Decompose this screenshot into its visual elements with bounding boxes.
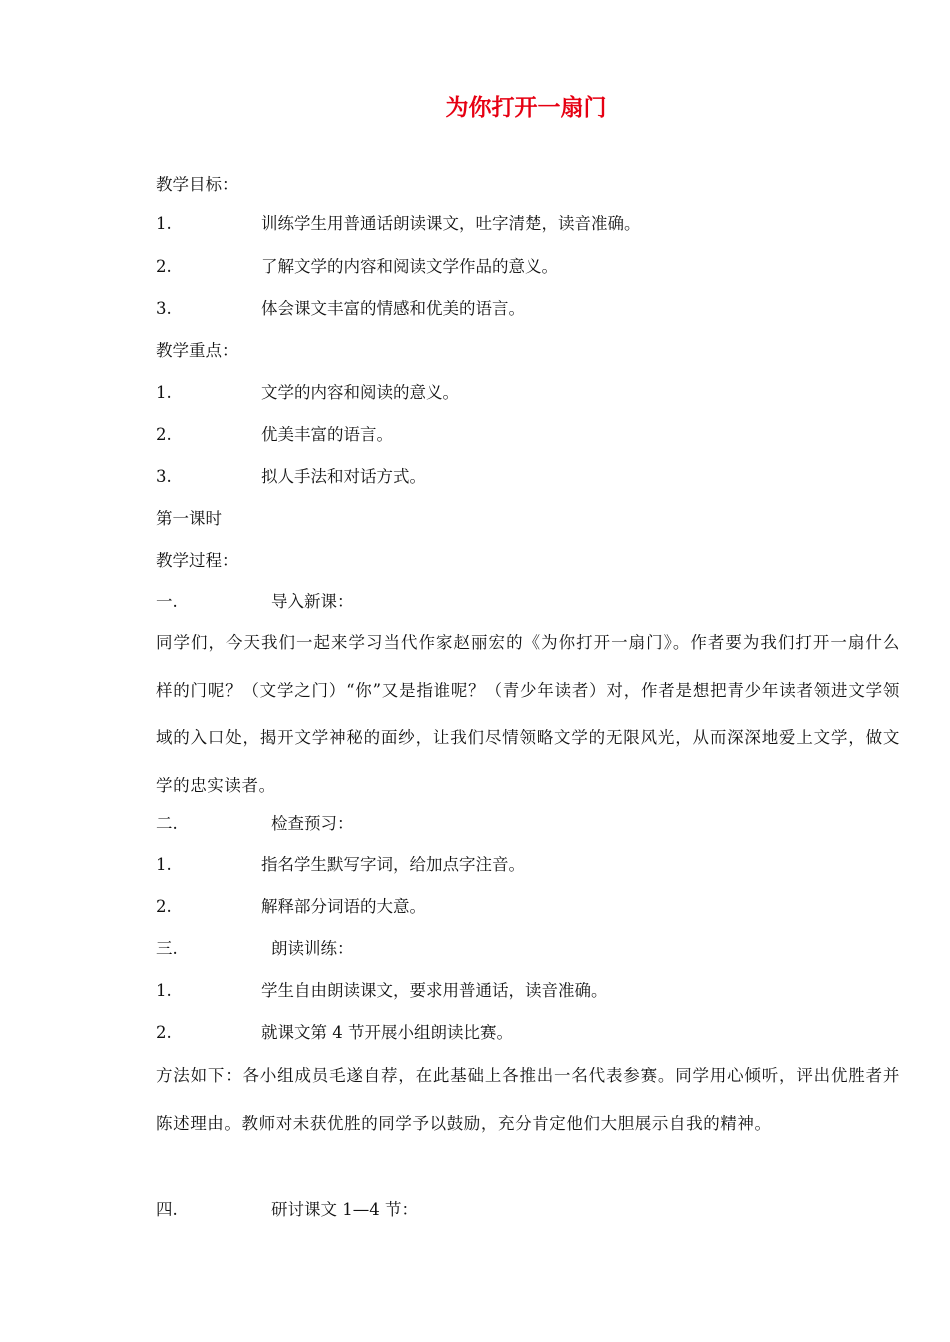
item-text: 文学的内容和阅读的意义。 [261,383,459,402]
section-number: 四. [156,1200,178,1219]
objective-item [156,297,525,321]
section-heading [156,812,354,836]
objectives-heading: 教学目标： [156,175,239,194]
item-number: 1. [156,383,172,402]
list-item [156,853,525,877]
item-number: 2. [156,425,172,444]
item-number: 2. [156,1023,172,1042]
item-text: 就课文第 4 节开展小组朗读比赛。 [261,1023,513,1042]
section-number: 三. [156,939,178,958]
section-heading [156,937,354,961]
list-item [156,979,608,1003]
item-text: 拟人手法和对话方式。 [261,467,426,486]
document-title: 为你打开一扇门 [445,95,607,121]
lesson-label: 第一课时 [156,509,222,528]
section-paragraph: 同学们，今天我们一起来学习当代作家赵丽宏的《为你打开一扇门》。作者要为我们打开一扇什么样的门呢？（文学之门）“你”又是指谁呢？（青少年读者）对，作者是想把青少年读者领进文学领域的入口处，揭开文学神秘的面纱，让我们尽情领略文学的无限风光，从而深深地爱上文学，做文学的忠实读者。 [156,633,900,796]
keypoint-item [156,465,426,489]
list-item [156,1021,513,1045]
item-text: 体会课文丰富的情感和优美的语言。 [261,299,525,318]
item-text: 优美丰富的语言。 [261,425,393,444]
item-text: 学生自由朗读课文，要求用普通话，读音准确。 [261,981,608,1000]
keypoints-heading: 教学重点： [156,341,239,360]
section-title: 研讨课文 1—4 节： [271,1200,418,1219]
item-text: 解释部分词语的大意。 [261,897,426,916]
item-text: 了解文学的内容和阅读文学作品的意义。 [261,257,558,276]
keypoint-item [156,381,459,405]
section-paragraph: 方法如下：各小组成员毛遂自荐，在此基础上各推出一名代表参赛。同学用心倾听，评出优胜者并陈述理由。教师对未获优胜的同学予以鼓励，充分肯定他们大胆展示自我的精神。 [156,1066,900,1133]
section-number: 二. [156,814,178,833]
item-text: 训练学生用普通话朗读课文，吐字清楚，读音准确。 [261,214,641,233]
section-title: 检查预习： [271,814,354,833]
section-title: 导入新课： [271,592,354,611]
document-title-row [0,92,950,124]
list-item [156,895,426,919]
item-text: 指名学生默写字词，给加点字注音。 [261,855,525,874]
item-number: 2. [156,257,172,276]
keypoint-item [156,423,393,447]
item-number: 3. [156,299,172,318]
section-heading [156,1198,418,1222]
item-number: 1. [156,981,172,1000]
item-number: 2. [156,897,172,916]
objective-item [156,255,558,279]
item-number: 1. [156,855,172,874]
process-heading: 教学过程： [156,551,239,570]
item-number: 3. [156,467,172,486]
section-number: 一. [156,592,178,611]
section-title: 朗读训练： [271,939,354,958]
objective-item [156,212,641,236]
section-heading [156,590,354,614]
item-number: 1. [156,214,172,233]
